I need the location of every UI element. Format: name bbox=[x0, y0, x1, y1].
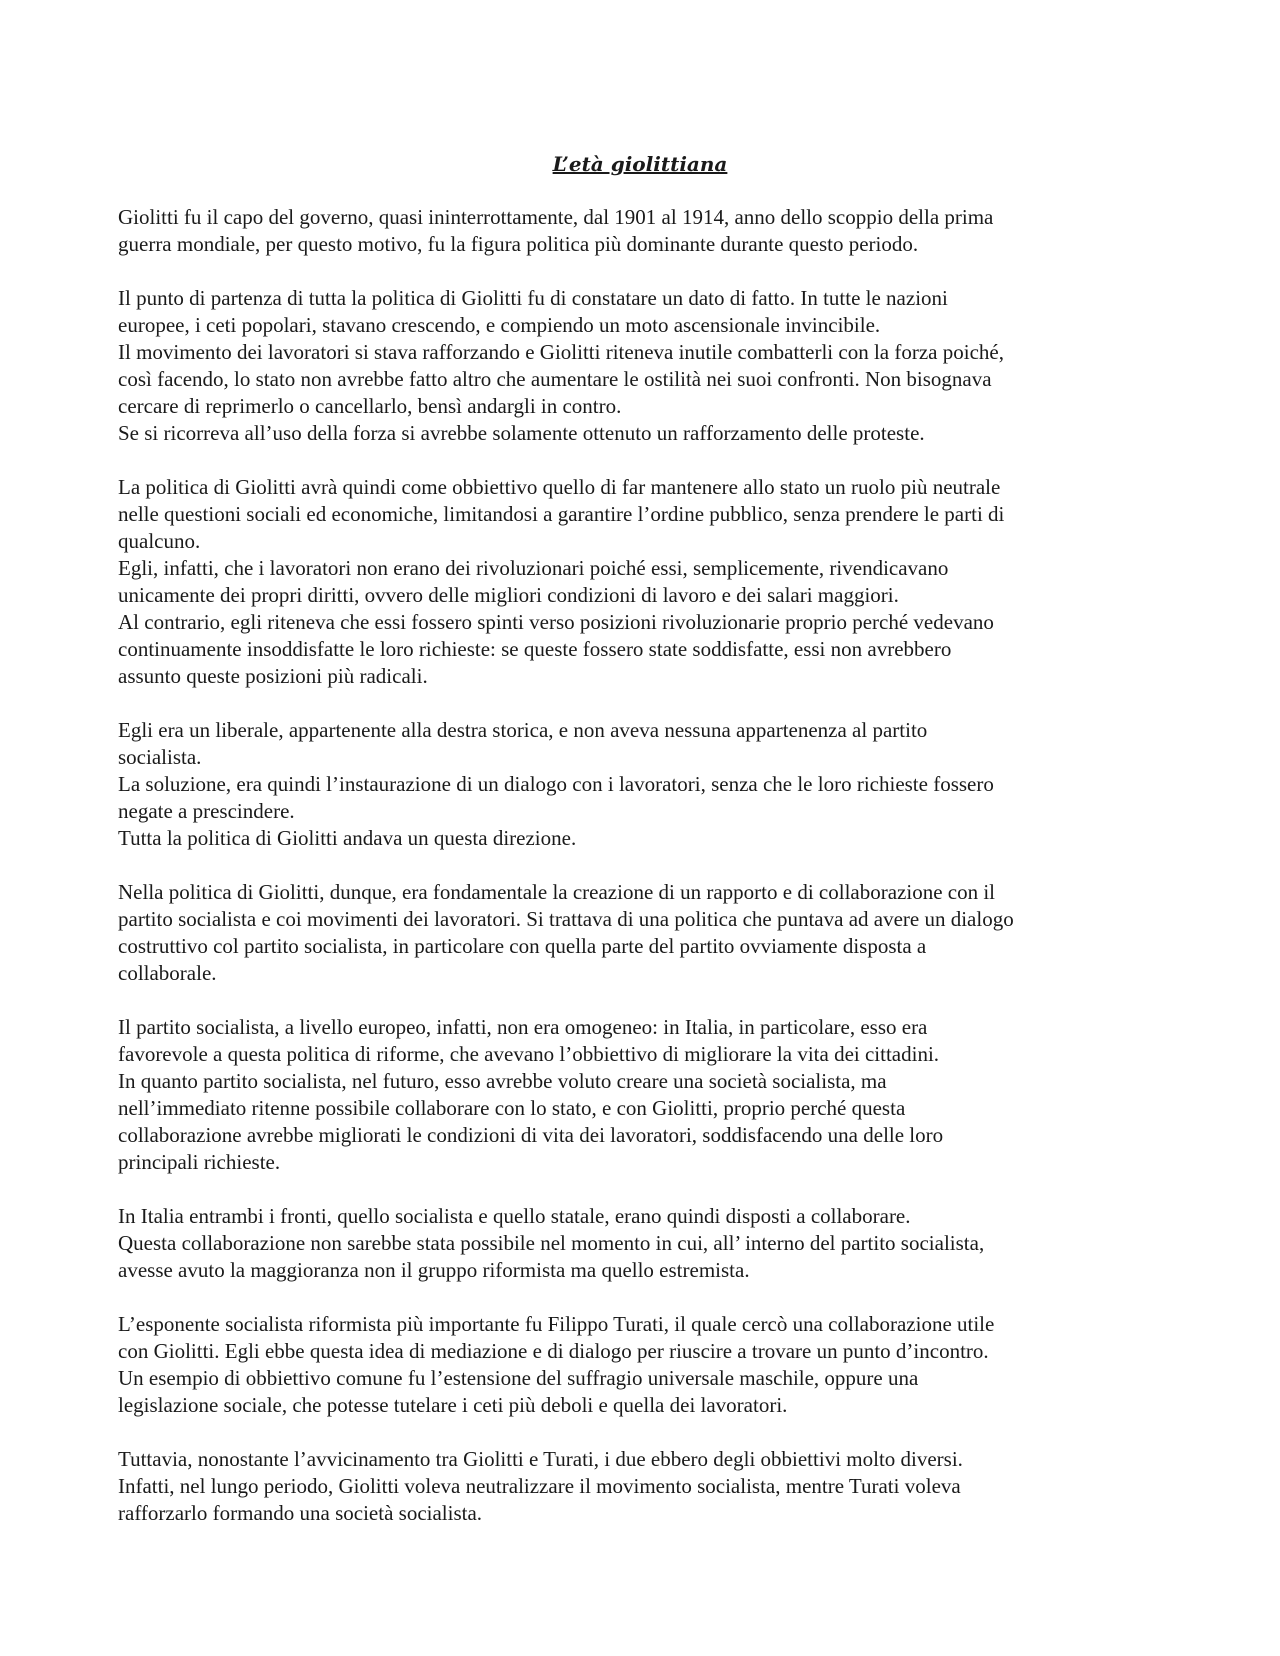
text-line: Infatti, nel lungo periodo, Giolitti voleva neutralizzare il movimento socialista, mentre Turati voleva bbox=[118, 1474, 961, 1498]
paragraph-6 bbox=[118, 1014, 1170, 1176]
paragraph-7 bbox=[118, 1203, 1170, 1284]
text-line: Tutta la politica di Giolitti andava un questa direzione. bbox=[118, 826, 577, 850]
paragraph-4 bbox=[118, 717, 1170, 852]
text-line: Un esempio di obbiettivo comune fu l’estensione del suffragio universale maschile, oppure una bbox=[118, 1366, 919, 1390]
text-line: Al contrario, egli riteneva che essi fossero spinti verso posizioni rivoluzionarie proprio perché vedevano bbox=[118, 610, 994, 634]
text-line: In Italia entrambi i fronti, quello socialista e quello statale, erano quindi disposti a collaborare. bbox=[118, 1204, 911, 1228]
text-line: Egli era un liberale, appartenente alla destra storica, e non aveva nessuna appartenenza al partito bbox=[118, 718, 928, 742]
text-line: principali richieste. bbox=[118, 1150, 281, 1174]
text-line: collaborazione avrebbe migliorati le condizioni di vita dei lavoratori, soddisfacendo una delle loro bbox=[118, 1123, 944, 1147]
text-line: guerra mondiale, per questo motivo, fu la figura politica più dominante durante questo periodo. bbox=[118, 232, 919, 256]
text-line: Questa collaborazione non sarebbe stata possibile nel momento in cui, all’ interno del partito socialista, bbox=[118, 1231, 985, 1255]
text-line: europee, i ceti popolari, stavano crescendo, e compiendo un moto ascensionale invincibile. bbox=[118, 313, 881, 337]
text-line: L’esponente socialista riformista più importante fu Filippo Turati, il quale cercò una collaborazione utile bbox=[118, 1312, 995, 1336]
text-line: con Giolitti. Egli ebbe questa idea di mediazione e di dialogo per riuscire a trovare un punto d’incontro. bbox=[118, 1339, 989, 1363]
text-line: Il movimento dei lavoratori si stava rafforzando e Giolitti riteneva inutile combatterli con la forza poiché, bbox=[118, 340, 1004, 364]
paragraph-9 bbox=[118, 1446, 1170, 1527]
document-body bbox=[118, 204, 1170, 1554]
paragraph-5 bbox=[118, 879, 1170, 987]
text-line: Il partito socialista, a livello europeo, infatti, non era omogeneo: in Italia, in particolare, esso era bbox=[118, 1015, 928, 1039]
text-line: Giolitti fu il capo del governo, quasi ininterrottamente, dal 1901 al 1914, anno dello scoppio della prima bbox=[118, 205, 994, 229]
text-line: negate a prescindere. bbox=[118, 799, 295, 823]
text-line: legislazione sociale, che potesse tutelare i ceti più deboli e quella dei lavoratori. bbox=[118, 1393, 788, 1417]
text-line: assunto queste posizioni più radicali. bbox=[118, 664, 428, 688]
text-line: Il punto di partenza di tutta la politica di Giolitti fu di constatare un dato di fatto. In tutte le nazioni bbox=[118, 286, 948, 310]
paragraph-1 bbox=[118, 204, 1170, 258]
text-line: Nella politica di Giolitti, dunque, era fondamentale la creazione di un rapporto e di collaborazione con il bbox=[118, 880, 996, 904]
document-title: L’età giolittiana bbox=[552, 152, 728, 176]
text-line: unicamente dei propri diritti, ovvero delle migliori condizioni di lavoro e dei salari maggiori. bbox=[118, 583, 899, 607]
text-line: La politica di Giolitti avrà quindi come obbiettivo quello di far mantenere allo stato un ruolo più neutrale bbox=[118, 475, 1001, 499]
text-line: così facendo, lo stato non avrebbe fatto altro che aumentare le ostilità nei suoi confronti. Non bisognava bbox=[118, 367, 992, 391]
paragraph-8 bbox=[118, 1311, 1170, 1419]
text-line: collaborale. bbox=[118, 961, 217, 985]
text-line: costruttivo col partito socialista, in particolare con quella parte del partito ovviamente disposta a bbox=[118, 934, 927, 958]
text-line: partito socialista e coi movimenti dei lavoratori. Si trattava di una politica che puntava ad avere un dialogo bbox=[118, 907, 1014, 931]
paragraph-3 bbox=[118, 474, 1170, 690]
text-line: Tuttavia, nonostante l’avvicinamento tra Giolitti e Turati, i due ebbero degli obbiettivi molto diversi. bbox=[118, 1447, 963, 1471]
text-line: rafforzarlo formando una società socialista. bbox=[118, 1501, 483, 1525]
text-line: In quanto partito socialista, nel futuro, esso avrebbe voluto creare una società socialista, ma bbox=[118, 1069, 887, 1093]
text-line: La soluzione, era quindi l’instaurazione di un dialogo con i lavoratori, senza che le loro richieste fossero bbox=[118, 772, 994, 796]
text-line: continuamente insoddisfatte le loro richieste: se queste fossero state soddisfatte, essi non avrebbero bbox=[118, 637, 952, 661]
text-line: avesse avuto la maggioranza non il gruppo riformista ma quello estremista. bbox=[118, 1258, 750, 1282]
text-line: nell’immediato ritenne possibile collaborare con lo stato, e con Giolitti, proprio perché questa bbox=[118, 1096, 906, 1120]
paragraph-2 bbox=[118, 285, 1170, 447]
text-line: Egli, infatti, che i lavoratori non erano dei rivoluzionari poiché essi, semplicemente, rivendicavano bbox=[118, 556, 949, 580]
text-line: socialista. bbox=[118, 745, 202, 769]
text-line: nelle questioni sociali ed economiche, limitandosi a garantire l’ordine pubblico, senza prendere le parti di bbox=[118, 502, 1005, 526]
text-line: Se si ricorreva all’uso della forza si avrebbe solamente ottenuto un rafforzamento delle proteste. bbox=[118, 421, 925, 445]
text-line: favorevole a questa politica di riforme, che avevano l’obbiettivo di migliorare la vita dei cittadini. bbox=[118, 1042, 940, 1066]
text-line: qualcuno. bbox=[118, 529, 201, 553]
text-line: cercare di reprimerlo o cancellarlo, bensì andargli in contro. bbox=[118, 394, 622, 418]
